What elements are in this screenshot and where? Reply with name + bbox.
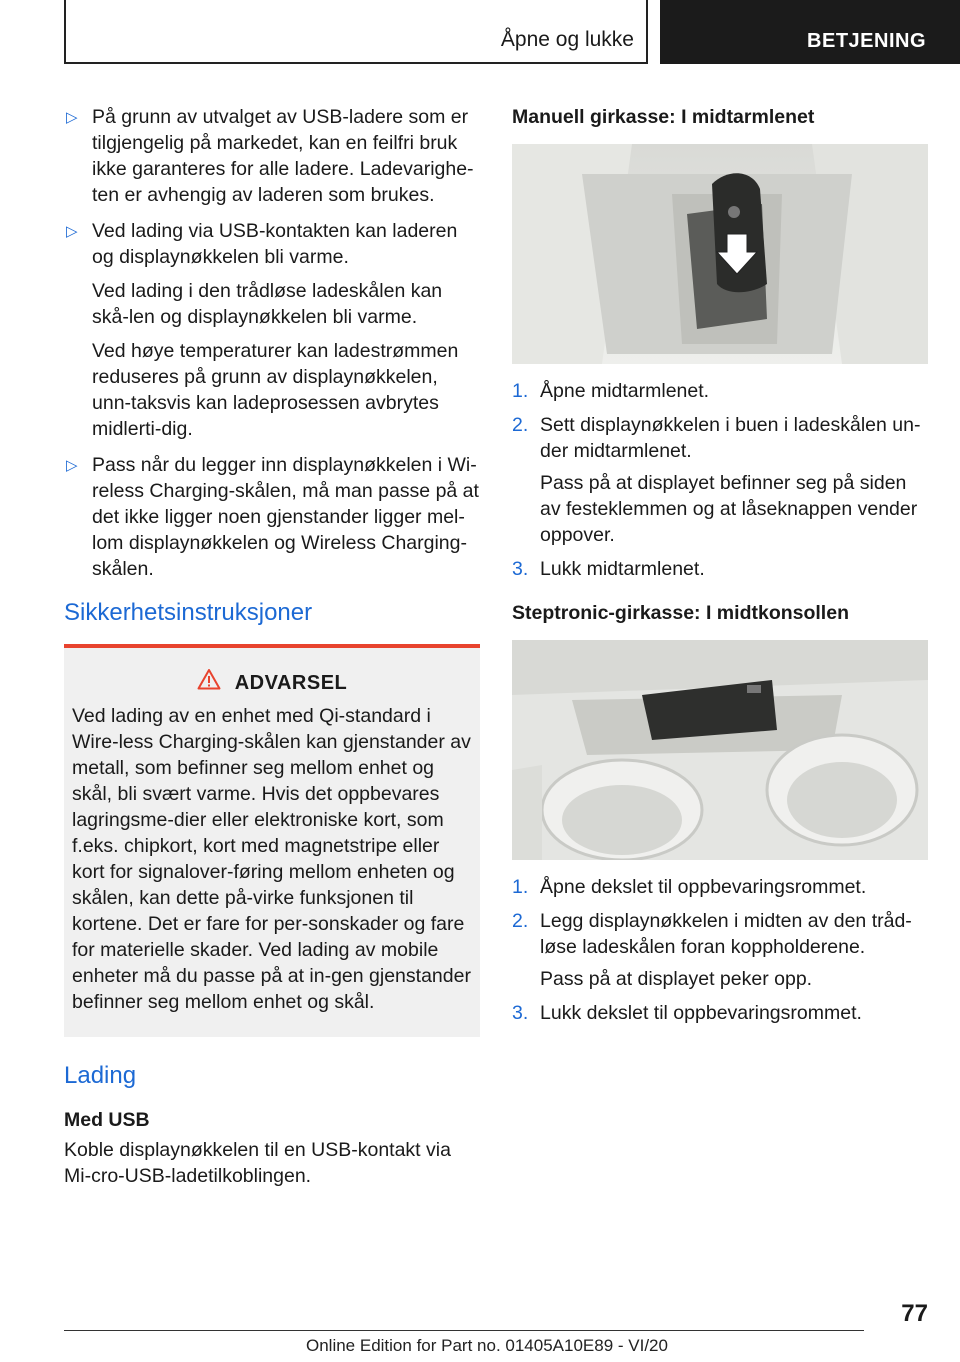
list-item bbox=[512, 378, 928, 404]
warning-title: ADVARSEL bbox=[234, 671, 348, 694]
footer-edition: Online Edition for Part no. 01405A10E89 - VI/20 bbox=[306, 1336, 668, 1355]
section-title-lading: Lading bbox=[64, 1062, 137, 1089]
step-number: 3. bbox=[512, 1002, 529, 1024]
step-number: 2. bbox=[512, 910, 529, 932]
step-number: 1. bbox=[512, 380, 529, 402]
step-text: Pass på at displayet befinner seg på siden av festeklemmen og at låseknappen vender oppover. bbox=[540, 472, 918, 546]
list-item bbox=[512, 908, 928, 992]
footer-divider bbox=[64, 1330, 864, 1331]
warning-triangle-icon bbox=[197, 668, 221, 697]
header-chapter: BETJENING bbox=[807, 30, 926, 52]
bullet-text: Ved lading i den trådløse ladeskålen kan skå-len og displaynøkkelen bli varme. bbox=[92, 280, 443, 328]
section-title-safety: Sikkerhetsinstruksjoner bbox=[64, 599, 313, 626]
step-text: Pass på at displayet peker opp. bbox=[540, 968, 813, 990]
step-text: Lukk dekslet til oppbevaringsrommet. bbox=[540, 1002, 862, 1024]
usb-text: Koble displaynøkkelen til en USB-kontakt via Mi-cro-USB-ladetilkoblingen. bbox=[64, 1139, 451, 1187]
warning-text: Ved lading av en enhet med Qi-standard i Wire-less Charging-skålen kan gjenstander av metall, som befinner seg mellom enhet og skål, bli svært varme. Hvis det oppbevares lagringsme-dier eller elektroniske kort, som f.eks. chipkort, kort med magnetstripe eller kort for signalover-føring mellom enheten og skålen, kan dette på-virke funksjonen til kortene. Det er fare for per-sonskader og fare for materielle skader. Ved lading av mobile enheter må du passe på at in-gen gjenstander befinner seg mellom enhet og skål. bbox=[72, 705, 471, 1013]
list-item bbox=[512, 1000, 928, 1026]
header-title-box bbox=[64, 0, 648, 64]
bullet-text: På grunn av utvalget av USB-ladere som er tilgjengelig på markedet, kan en feilfri bruk ikke garanteres for alle ladere. Ladevarighe-ten er avhengig av laderen som brukes. bbox=[92, 106, 474, 206]
right-column bbox=[512, 104, 928, 1034]
bullet-item bbox=[64, 218, 480, 442]
bullet-item bbox=[64, 452, 480, 582]
warning-box bbox=[64, 648, 480, 1037]
triangle-bullet-icon: ▷ bbox=[66, 109, 78, 126]
step-number: 3. bbox=[512, 558, 529, 580]
list-item bbox=[512, 556, 928, 582]
armrest-key-photo bbox=[512, 144, 928, 364]
triangle-bullet-icon: ▷ bbox=[66, 223, 78, 240]
step-text: Åpne dekslet til oppbevaringsrommet. bbox=[540, 876, 867, 898]
step-text: Lukk midtarmlenet. bbox=[540, 558, 705, 580]
usb-subtitle: Med USB bbox=[64, 1109, 150, 1131]
step-text: Sett displaynøkkelen i buen i ladeskålen un-der midtarmlenet. bbox=[540, 414, 921, 462]
step-text: Åpne midtarmlenet. bbox=[540, 380, 710, 402]
bullet-text: Ved høye temperaturer kan ladestrømmen reduseres på grunn av displaynøkkelen, unn-taksvis kan ladeprosessen avbrytes midlerti-dig. bbox=[92, 340, 459, 440]
warning-header bbox=[72, 668, 472, 697]
bullet-item bbox=[64, 104, 480, 208]
step-text: Legg displaynøkkelen i midten av den tråd-løse ladeskålen foran koppholderene. bbox=[540, 910, 912, 958]
console-key-photo bbox=[512, 640, 928, 860]
left-column bbox=[64, 104, 480, 1189]
step-number: 2. bbox=[512, 414, 529, 436]
steptronic-subtitle: Steptronic-girkasse: I midtkonsollen bbox=[512, 602, 849, 624]
page-number: 77 bbox=[901, 1300, 928, 1327]
bullet-text: Pass når du legger inn displaynøkkelen i Wi-reless Charging-skålen, må man passe på at det ikke ligger noen gjenstander ligger mel-lom displaynøkkelen og Wireless Charging-skålen. bbox=[92, 454, 479, 580]
triangle-bullet-icon: ▷ bbox=[66, 457, 78, 474]
header-chapter-box bbox=[660, 0, 960, 64]
list-item bbox=[512, 412, 928, 548]
step-number: 1. bbox=[512, 876, 529, 898]
bullet-text: Ved lading via USB-kontakten kan laderen og displaynøkkelen bli varme. bbox=[92, 220, 458, 268]
manual-subtitle: Manuell girkasse: I midtarmlenet bbox=[512, 106, 815, 128]
list-item bbox=[512, 874, 928, 900]
header-title: Åpne og lukke bbox=[500, 28, 634, 51]
